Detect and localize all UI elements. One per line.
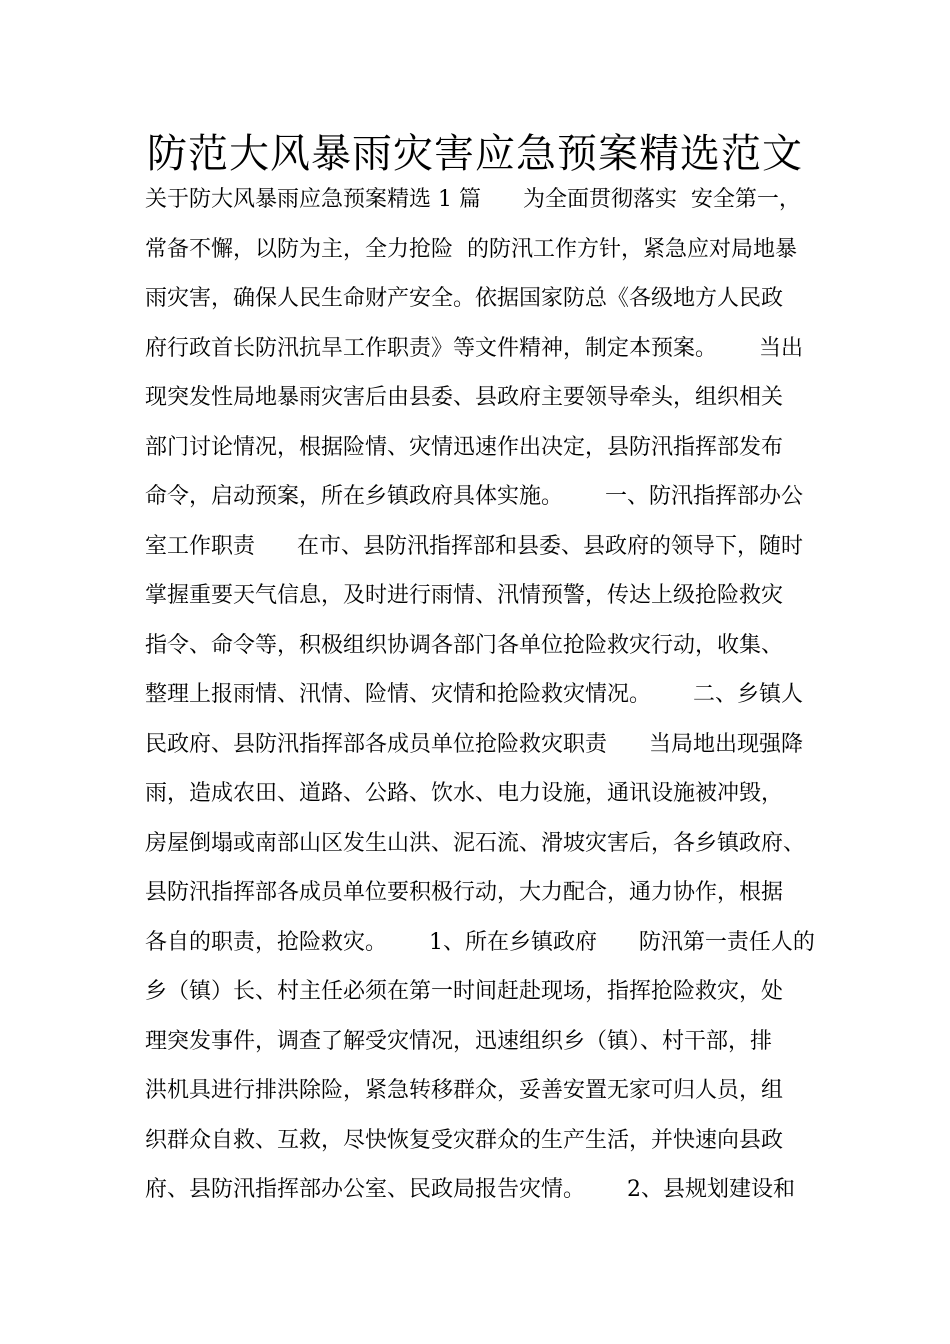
document-body — [145, 180, 825, 1220]
body-line: 织群众自救、互救，尽快恢复受灾群众的生产生活，并快速向县政 — [145, 1127, 784, 1153]
body-line: 命令，启动预案，所在乡镇政府具体实施。 一、防汛指挥部办公 — [145, 484, 803, 509]
body-line: 民政府、县防汛指挥部各成员单位抢险救灾职责 当局地出现强降 — [145, 731, 803, 757]
body-line: 各自的职责，抢险救灾。 1、所在乡镇政府 防汛第一责任人的 — [145, 929, 815, 955]
body-line: 府、县防汛指挥部办公室、民政局报告灾情。 2、县规划建设和 — [145, 1177, 795, 1202]
body-line: 现突发性局地暴雨灾害后由县委、县政府主要领导牵头，组织相关 — [145, 385, 784, 410]
body-line: 掌握重要天气信息，及时进行雨情、汛情预警，传达上级抢险救灾 — [145, 583, 784, 608]
body-line: 理突发事件，调查了解受灾情况，迅速组织乡（镇）、村干部，排 — [145, 1028, 773, 1054]
body-line: 关于防大风暴雨应急预案精选 1 篇 为全面贯彻落实 安全第一， — [145, 187, 801, 212]
body-line: 指令、命令等，积极组织协调各部门各单位抢险救灾行动，收集、 — [145, 632, 784, 658]
body-line: 房屋倒塌或南部山区发生山洪、泥石流、滑坡灾害后，各乡镇政府、 — [145, 830, 806, 856]
body-line: 县防汛指挥部各成员单位要积极行动，大力配合，通力协作，根据 — [145, 880, 784, 905]
body-line: 雨，造成农田、道路、公路、饮水、电力设施，通讯设施被冲毁， — [145, 781, 784, 806]
document-title: 防范大风暴雨灾害应急预案精选范文 — [147, 131, 803, 177]
body-line: 洪机具进行排洪除险，紧急转移群众，妥善安置无家可归人员，组 — [145, 1078, 784, 1103]
body-line: 乡（镇）长、村主任必须在第一时间赶赴现场，指挥抢险救灾，处 — [145, 979, 784, 1004]
body-line: 室工作职责 在市、县防汛指挥部和县委、县政府的领导下，随时 — [145, 533, 803, 559]
body-line: 雨灾害，确保人民生命财产安全。依据国家防总《各级地方人民政 — [145, 286, 784, 311]
body-line: 常备不懈，以防为主，全力抢险 的防汛工作方针，紧急应对局地暴 — [145, 236, 797, 262]
body-line: 整理上报雨情、汛情、险情、灾情和抢险救灾情况。 二、乡镇人 — [145, 682, 803, 707]
body-line: 部门讨论情况，根据险情、灾情迅速作出决定，县防汛指挥部发布 — [145, 434, 784, 460]
body-line: 府行政首长防汛抗旱工作职责》等文件精神，制定本预案。 当出 — [145, 335, 803, 361]
